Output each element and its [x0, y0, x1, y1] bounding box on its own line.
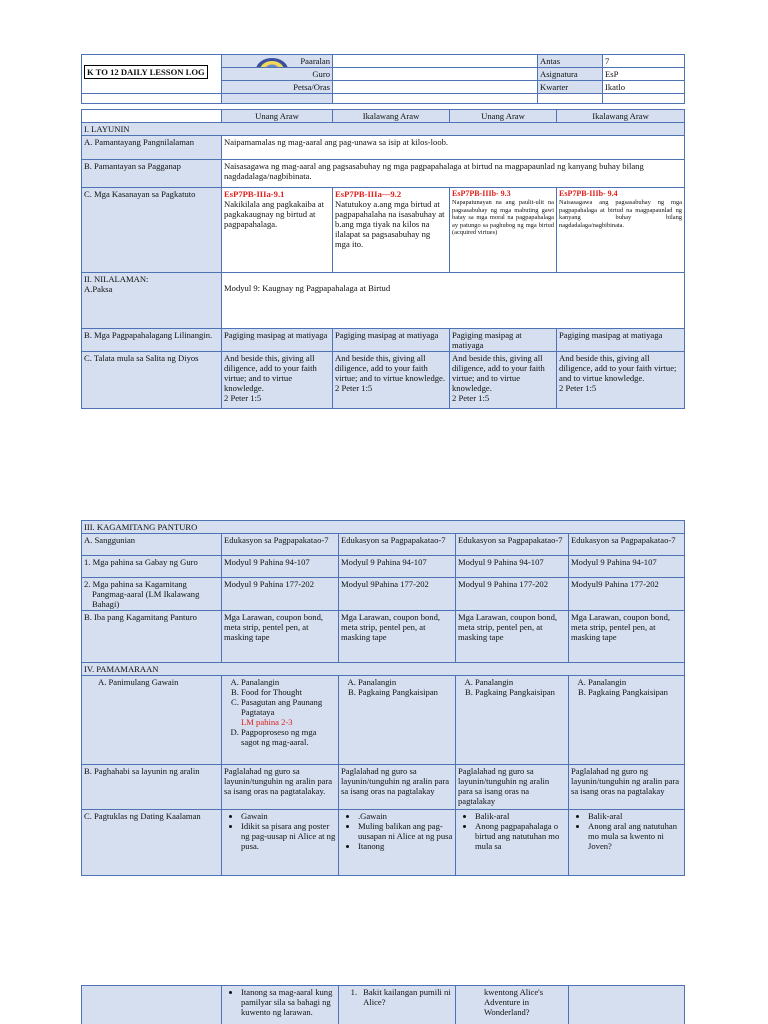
continued-cell [222, 986, 339, 1024]
section-heading: I. LAYUNIN [82, 123, 685, 136]
row-value: Pagiging masipag at matiyaga [450, 329, 557, 352]
row-value: Edukasyon sa Pagpapakatao-7 [339, 534, 456, 556]
competency-text: Naisasagawa ang pagsasabuhay ng mga pagpapahalaga at birtud na magpapaunlad ng kanyang buhay bilang nagdadalaga/nagbibinata. [559, 199, 682, 229]
verse-text: And beside this, giving all diligence, add to your faith virtue; and to virtue knowledge. [452, 353, 545, 393]
verse-ref: 2 Peter 1:5 [335, 383, 373, 393]
antas-value: 7 [603, 55, 685, 68]
day-header: Ikalawang Araw [557, 110, 685, 123]
row-label: A. Panimulang Gawain [82, 676, 222, 765]
day-header: Unang Araw [450, 110, 557, 123]
row-label: C. Mga Kasanayan sa Pagkatuto [82, 188, 222, 273]
paaralan-label-cell [222, 55, 333, 68]
verse-text: And beside this, giving all diligence, add to your faith virtue; and to virtue knowledge. [335, 353, 446, 383]
paksa-label: A.Paksa [84, 284, 113, 294]
list-item: A. Panalangin [588, 677, 682, 687]
row-label: 2. Mga pahina sa Kagamitang Pangmag-aaral (LM Ikalawang Bahagi) [82, 578, 222, 611]
verse-text: And beside this, giving all diligence, add to your faith virtue; and to virtue knowledge. [224, 353, 317, 393]
list-item: A. Panalangin [358, 677, 453, 687]
day-header: Unang Araw [222, 110, 333, 123]
row-value: Modyul 9Pahina 177-202 [339, 578, 456, 611]
row-value: Modyul 9 Pahina 94-107 [222, 556, 339, 578]
antas-label: Antas [538, 55, 603, 68]
competency-cell [333, 188, 450, 273]
competency-cell [222, 188, 333, 273]
competency-code: EsP7PB-IIIa—9.2 [335, 189, 402, 199]
kwarter-label: Kwarter [538, 81, 603, 94]
lm-page-ref: LM pahina 2-3 [241, 717, 293, 727]
petsa-label: Petsa/Oras [222, 81, 333, 94]
continued-cell [339, 986, 456, 1024]
competency-code: EsP7PB-IIIa-9.1 [224, 189, 285, 199]
continued-cell: kwentong Alice's Adventure in Wonderland? [456, 986, 569, 1024]
page-title: K TO 12 DAILY LESSON LOG [84, 65, 208, 79]
item-number: 1. [350, 987, 358, 997]
row-value: Mga Larawan, coupon bond, meta strip, pentel pen, at masking tape [569, 611, 685, 663]
panimula-cell [222, 676, 339, 765]
list-item: • Idikit sa pisara ang poster ng pag-uusap ni Alice at ng pusa. [241, 821, 336, 851]
competency-cell [450, 188, 557, 273]
petsa-value [333, 81, 538, 94]
row-label: 1. Mga pahina sa Gabay ng Guro [82, 556, 222, 578]
blank-cell [82, 94, 222, 104]
list-item: A. Panalangin [241, 677, 336, 687]
row-value: Paglalahad ng guro ng layunin/tunguhin ng aralin para sa isang oras na pagtalakay [569, 765, 685, 810]
item-text: Bakit kailangan pumili ni Alice? [363, 987, 451, 1007]
row-label: A. Sanggunian [82, 534, 222, 556]
list-item: • Balik-aral [588, 811, 682, 821]
row-label [82, 986, 222, 1024]
day-header: Ikalawang Araw [333, 110, 450, 123]
section-heading: III. KAGAMITANG PANTURO [82, 521, 685, 534]
list-item [241, 697, 336, 727]
list-item: • Balik-aral [475, 811, 566, 821]
paaralan-value [333, 55, 538, 68]
row-value: Mga Larawan, coupon bond, meta strip, pentel pen, at masking tape [339, 611, 456, 663]
pagtuklas-cell [339, 810, 456, 876]
row-value: Modyul 9 Pahina 177-202 [456, 578, 569, 611]
blank-cell [222, 94, 333, 104]
competency-cell [557, 188, 685, 273]
row-value: Edukasyon sa Pagpapakatao-7 [456, 534, 569, 556]
nilalaman-label: II. NILALAMAN: [84, 274, 149, 284]
blank-cell [603, 94, 685, 104]
seal-icon [254, 56, 290, 68]
asignatura-label: Asignatura [538, 68, 603, 81]
competency-text: Napapatunayan na ang paulit-ulit na pagsasabuhay ng mga mabuting gawi batay sa mga moral na pagpapahalaga ay patungo sa paghubog ng mga birtud (acquired virtues) [452, 199, 554, 236]
paksa-value: Modyul 9: Kaugnay ng Pagpapahalaga at Birtud [222, 273, 685, 329]
guro-value [333, 68, 538, 81]
section-heading: IV. PAMAMARAAN [82, 663, 685, 676]
row-label: C. Talata mula sa Salita ng Diyos [82, 352, 222, 409]
list-item: • .Gawain [358, 811, 453, 821]
row-value: Mga Larawan, coupon bond, meta strip, pentel pen, at masking tape [222, 611, 339, 663]
list-item: • Muling balikan ang pag-uusapan ni Alice at ng pusa [358, 821, 453, 841]
school-seal [254, 56, 290, 68]
row-value: Pagiging masipag at matiyaga [222, 329, 333, 352]
verse-cell [557, 352, 685, 409]
row-label [82, 273, 222, 329]
list-item: • Anong aral ang natutuhan mo mula sa kwento ni Joven? [588, 821, 682, 851]
row-value: Paglalahad ng guro sa layunin/tunguhin ng aralin para sa isang oras na pagtalakay [339, 765, 456, 810]
verse-ref: 2 Peter 1:5 [452, 393, 490, 403]
row-value: Modyul 9 Pahina 94-107 [569, 556, 685, 578]
verse-cell [450, 352, 557, 409]
competency-code: EsP7PB-IIIb- 9.3 [452, 189, 511, 198]
row-label: B. Paghahabi sa layunin ng aralin [82, 765, 222, 810]
panimula-cell [569, 676, 685, 765]
verse-cell [333, 352, 450, 409]
verse-ref: 2 Peter 1:5 [559, 383, 597, 393]
asignatura-value: EsP [603, 68, 685, 81]
row-value: Naipamamalas ng mag-aaral ang pag-unawa sa isip at kilos-loob. [222, 136, 685, 160]
row-value: Naisasagawa ng mag-aaral ang pagsasabuhay ng mga pagpapahalaga at birtud na magpapaunlad ng kanyang buhay bilang nagdadalaga/nagbibinata. [222, 160, 685, 188]
row-value: Mga Larawan, coupon bond, meta strip, pentel pen, at masking tape [456, 611, 569, 663]
pagtuklas-cell [456, 810, 569, 876]
kwarter-value: Ikatlo [603, 81, 685, 94]
list-item: • Itanong [358, 841, 453, 851]
row-label: C. Pagtuklas ng Dating Kaalaman [82, 810, 222, 876]
list-item: B. Pagkaing Pangkaisipan [358, 687, 453, 697]
blank-cell [333, 94, 538, 104]
list-item: B. Food for Thought [241, 687, 336, 697]
blank-cell [538, 94, 603, 104]
list-item: • Anong pagpapahalaga o birtud ang natutuhan mo mula sa [475, 821, 566, 851]
row-value: Modyul 9 Pahina 177-202 [222, 578, 339, 611]
verse-ref: 2 Peter 1:5 [224, 393, 262, 403]
list-item: B. Pagkaing Pangkaisipan [475, 687, 566, 697]
row-value: Modyul 9 Pahina 94-107 [339, 556, 456, 578]
numbered-item [341, 987, 453, 1007]
list-item: B. Pagkaing Pangkaisipan [588, 687, 682, 697]
title-cell [82, 55, 222, 94]
list-item: A. Panalangin [475, 677, 566, 687]
lesson-table-objectives [81, 109, 685, 409]
row-value: Pagiging masipag at matiyaga [557, 329, 685, 352]
row-value: Modyul 9 Pahina 94-107 [456, 556, 569, 578]
row-value: Pagiging masipag at matiyaga [333, 329, 450, 352]
guro-label: Guro [222, 68, 333, 81]
competency-text: Natutukoy a.ang mga birtud at pagpapahalaha na isasabuhay at b.ang mga tiyak na kilos na ilalapat sa pagsasabuhay ng mga ito. [335, 199, 445, 249]
panimula-cell [456, 676, 569, 765]
row-value: Edukasyon sa Pagpapakatao-7 [569, 534, 685, 556]
list-item: • Gawain [241, 811, 336, 821]
list-item-text: Pasagutan ang Paunang Pagtataya [241, 697, 323, 717]
row-value: Edukasyon sa Pagpapakatao-7 [222, 534, 339, 556]
row-value: Paglalahad ng guro sa layunin/tunguhin ng aralin para sa isang oras na pagtalakay [456, 765, 569, 810]
row-label: A. Pamantayang Pangnilalaman [82, 136, 222, 160]
paaralan-label: Paaralan [300, 56, 330, 66]
list-item: D. Pagpoproseso ng mga sagot ng mag-aaral. [241, 727, 336, 747]
competency-code: EsP7PB-IIIb- 9.4 [559, 189, 618, 198]
verse-cell [222, 352, 333, 409]
header-grid [81, 54, 685, 104]
row-value: Modyul9 Pahina 177-202 [569, 578, 685, 611]
panimula-cell [339, 676, 456, 765]
lesson-table-continued [81, 985, 685, 1024]
pagtuklas-cell [222, 810, 339, 876]
pagtuklas-cell [569, 810, 685, 876]
competency-text: Nakikilala ang pagkakaiba at pagkakaugnay ng birtud at pagpapahalaga. [224, 199, 324, 229]
row-label: B. Iba pang Kagamitang Panturo [82, 611, 222, 663]
verse-text: And beside this, giving all diligence, add to your faith virtue; and to virtue knowledge. [559, 353, 677, 383]
row-label: B. Mga Pagpapahalagang Lilinangin. [82, 329, 222, 352]
blank-cell [82, 110, 222, 123]
row-label: B. Pamantayan sa Pagganap [82, 160, 222, 188]
continued-cell [569, 986, 685, 1024]
list-item: • Itanong sa mag-aaral kung pamilyar sila sa bahagi ng kuwento ng larawan. [241, 987, 336, 1017]
row-value: Paglalahad ng guro sa layunin/tunguhin ng aralin para sa isang oras na pagtatalakay. [222, 765, 339, 810]
lesson-table-materials [81, 520, 685, 876]
